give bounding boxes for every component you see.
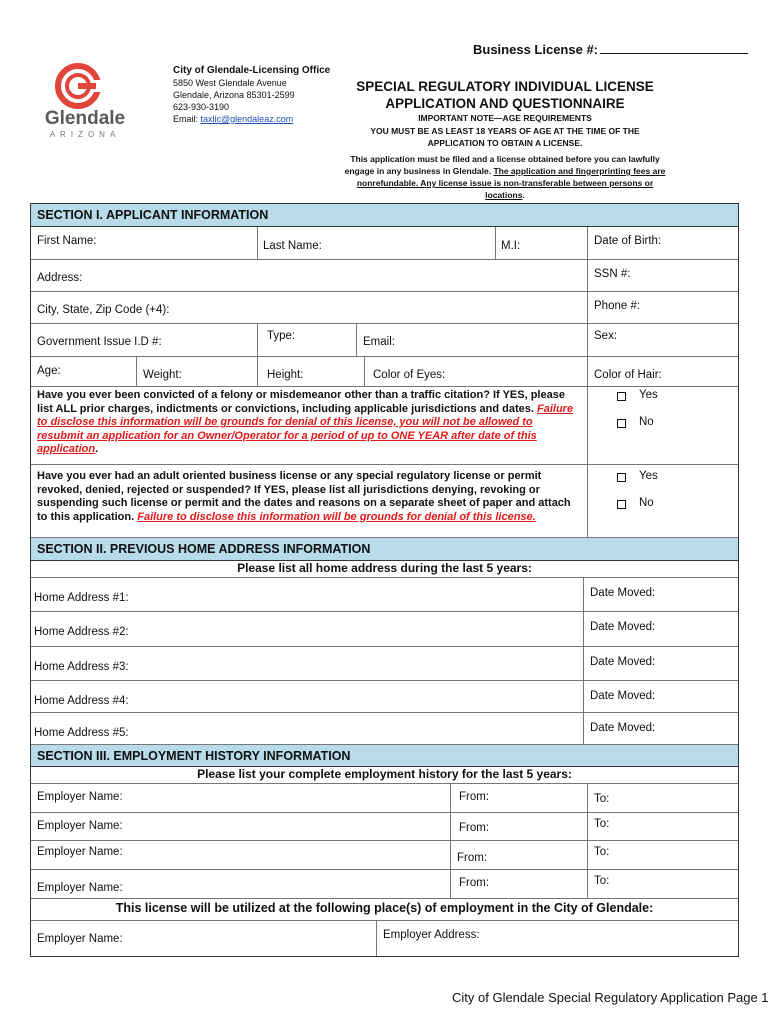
q1-yes-checkbox[interactable] xyxy=(617,392,626,401)
row-govid xyxy=(31,324,738,357)
row-question2 xyxy=(31,465,738,538)
row-question1 xyxy=(31,387,738,465)
to-label: To: xyxy=(594,846,610,858)
question1: Have you ever been convicted of a felony or misdemeanor other than a traffic citation? If YES, please list ALL prior charges, indictments or convictions, including applicable jurisdictions and dates. Failure to disclose this information will be grounds for denial of this license, you will not be allowed to resubmit an application for an Owner/Operator for a period of up to ONE YEAR after date of this application. xyxy=(37,389,574,455)
filing-line3: nonrefundable. Any license issue is non-transferable between persons or xyxy=(356,178,654,188)
q2-yes-label: Yes xyxy=(639,470,658,482)
section3-header: SECTION III. EMPLOYMENT HISTORY INFORMATION xyxy=(31,745,738,767)
q1-no-checkbox[interactable] xyxy=(617,419,626,428)
dob-label: Date of Birth: xyxy=(594,235,662,247)
from-label: From: xyxy=(459,791,490,803)
date-moved-label: Date Moved: xyxy=(590,587,656,599)
office-email-line: Email: taxlic@glendaleaz.com xyxy=(173,114,294,124)
application-form xyxy=(30,203,739,957)
age-note-line1: YOU MUST BE AS LEAST 18 YEARS OF AGE AT THE TIME OF THE xyxy=(370,126,640,136)
section3-subtitle: Please list your complete employment history for the last 5 years: xyxy=(31,767,738,784)
row-physical xyxy=(31,357,738,387)
employer-row xyxy=(31,841,738,870)
home-address-row xyxy=(31,647,738,681)
hair-label: Color of Hair: xyxy=(594,369,662,381)
form-title-1: SPECIAL REGULATORY INDIVIDUAL LICENSE xyxy=(356,79,654,94)
from-label: From: xyxy=(459,822,490,834)
last-name-label: Last Name: xyxy=(263,240,322,252)
glendale-logo xyxy=(30,58,140,148)
date-moved-label: Date Moved: xyxy=(590,690,656,702)
sex-label: Sex: xyxy=(594,330,618,342)
section2-subtitle: Please list all home address during the last 5 years: xyxy=(31,561,738,578)
eyes-label: Color of Eyes: xyxy=(373,369,446,381)
from-label: From: xyxy=(457,852,488,864)
filing-line2: engage in any business in Glendale. The application and fingerprinting fees are xyxy=(344,166,666,176)
employer-name-label: Employer Name: xyxy=(37,820,123,832)
employer-row xyxy=(31,813,738,841)
home-address-row xyxy=(31,612,738,647)
business-license-field[interactable] xyxy=(600,41,748,54)
email-label: Email: xyxy=(363,336,395,348)
home-address-row xyxy=(31,578,738,612)
office-name: City of Glendale-Licensing Office xyxy=(173,65,331,76)
section1-header: SECTION I. APPLICANT INFORMATION xyxy=(31,204,738,227)
q2-yes-checkbox[interactable] xyxy=(617,473,626,482)
to-label: To: xyxy=(594,818,610,830)
logo-sub: ARIZONA xyxy=(49,130,121,139)
age-note-title: IMPORTANT NOTE—AGE REQUIREMENTS xyxy=(418,113,592,123)
mi-label: M.I: xyxy=(501,240,521,252)
age-label: Age: xyxy=(37,365,61,377)
form-title-2: APPLICATION AND QUESTIONNAIRE xyxy=(385,96,625,111)
page-footer: City of Glendale Special Regulatory Application Page 1 xyxy=(452,990,769,1005)
section2-header: SECTION II. PREVIOUS HOME ADDRESS INFORMATION xyxy=(31,538,738,561)
business-license-label: Business License #: xyxy=(473,41,748,57)
employer-address-label: Employer Address: xyxy=(383,929,480,941)
address-label: Address: xyxy=(37,272,83,284)
home-address-label: Home Address #3: xyxy=(34,661,129,673)
age-note-line2: APPLICATION TO OBTAIN A LICENSE. xyxy=(427,138,583,148)
row-names xyxy=(31,227,738,260)
employer-name-label: Employer Name: xyxy=(37,791,123,803)
row-city xyxy=(31,292,738,324)
height-label: Height: xyxy=(267,369,304,381)
employment-list xyxy=(31,784,738,899)
home-address-list xyxy=(31,578,738,745)
question2-warning: Failure to disclose this information will be grounds for denial of this license. xyxy=(137,510,536,523)
city-label: City, State, Zip Code (+4): xyxy=(37,304,170,316)
first-name-label: First Name: xyxy=(37,235,97,247)
q1-yes-label: Yes xyxy=(639,389,658,401)
type-label: Type: xyxy=(267,330,296,342)
home-address-row xyxy=(31,681,738,713)
employer-name-label: Employer Name: xyxy=(37,882,123,894)
office-address2: Glendale, Arizona 85301-2599 xyxy=(173,90,295,100)
to-label: To: xyxy=(594,793,610,805)
to-label: To: xyxy=(594,875,610,887)
home-address-label: Home Address #4: xyxy=(34,695,129,707)
q2-no-label: No xyxy=(639,497,654,509)
home-address-label: Home Address #1: xyxy=(34,592,129,604)
date-moved-label: Date Moved: xyxy=(590,621,656,633)
from-label: From: xyxy=(459,877,490,889)
weight-label: Weight: xyxy=(143,369,182,381)
question1-warning: Failure to disclose this information will be grounds for denial of this license, you will not be allowed to resubmit an application for an Owner/Operator for a period of up to ONE YEAR after date of this application xyxy=(37,402,574,455)
filing-line1: This application must be filed and a license obtained before you can lawfully xyxy=(350,154,660,164)
ssn-label: SSN #: xyxy=(594,268,631,280)
filing-line4: locations. xyxy=(485,190,525,200)
office-address1: 5850 West Glendale Avenue xyxy=(173,78,287,88)
employer-row xyxy=(31,784,738,813)
date-moved-label: Date Moved: xyxy=(590,722,656,734)
office-phone: 623-930-3190 xyxy=(173,102,230,112)
places-title: This license will be utilized at the following place(s) of employment in the City of Glendale: xyxy=(31,899,738,921)
question2: Have you ever had an adult oriented business license or any special regulatory license or permit revoked, denied, rejected or suspended? If YES, please list all jurisdictions denying, revoking or suspending such license or permit and the dates and reasons on a separate sheet of paper and attach to this application. Failure to disclose this information will be grounds for denial of this license. xyxy=(37,470,571,523)
q2-no-checkbox[interactable] xyxy=(617,500,626,509)
q1-no-label: No xyxy=(639,416,654,428)
row-address xyxy=(31,260,738,292)
office-email-link[interactable]: taxlic@glendaleaz.com xyxy=(200,114,294,124)
home-address-label: Home Address #2: xyxy=(34,626,129,638)
phone-label: Phone #: xyxy=(594,300,641,312)
row-place-employer xyxy=(31,921,738,956)
gov-id-label: Government Issue I.D #: xyxy=(37,336,162,348)
date-moved-label: Date Moved: xyxy=(590,656,656,668)
logo-word: Glendale xyxy=(44,108,126,129)
home-address-row xyxy=(31,713,738,745)
employer-name-label: Employer Name: xyxy=(37,846,123,858)
place-employer-label: Employer Name: xyxy=(37,933,123,945)
home-address-label: Home Address #5: xyxy=(34,727,129,739)
employer-row xyxy=(31,870,738,899)
